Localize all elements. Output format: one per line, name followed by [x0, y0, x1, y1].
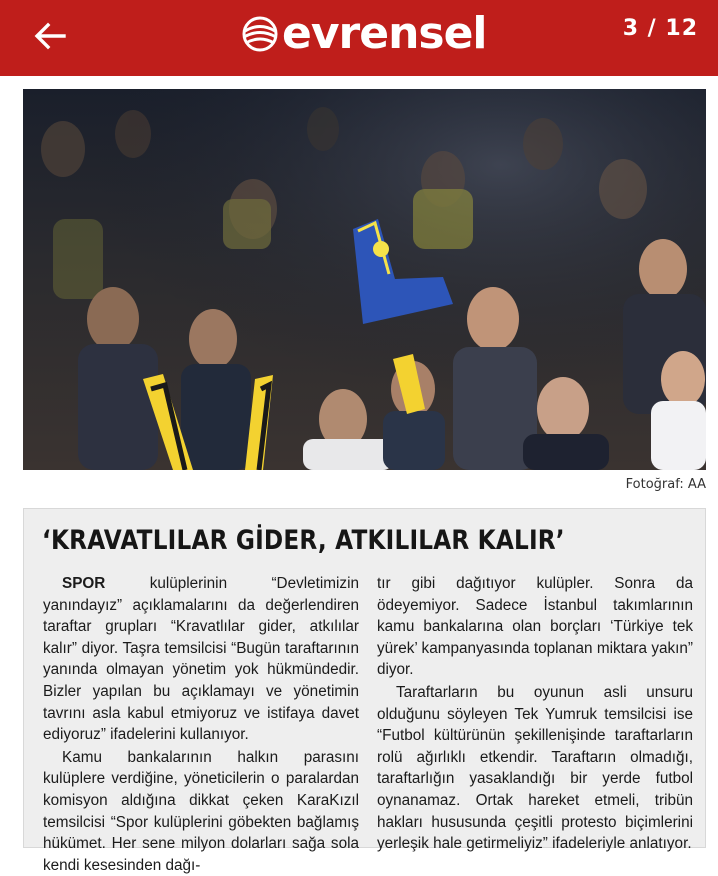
paragraph: Taraftarların bu oyunun asli unsuru olduğunu söyleyen Tek Yumruk temsilcisi ise “Futbol kültürünün şekillenişinde taraftarların rolü ağırlıklı etkendir. Taraftarın olmadığı, taraftarlığın yasaklandığı bir yerde futbol oynanamaz. Ortak hareket etmeli, tribün hakları hususunda çeşitli protesto biçimlerini yerleşik hale getirmeliyiz” ifadeleriyle anlatıyor.: [377, 683, 693, 853]
paragraph-text: kulüplerinin “Devletimizin yanındayız” açıklamalarını da değerlendiren taraftar grupları “Kravatlılar gider, atkılılar kalır” diyor. Taşra temsilcisi “Bugün taraftarının yanında olmayan yönetim yok hükmündedir. Bizler yapılan bu açıklamayı ve yönetimin tavrını asla kabul etmiyoruz ve istifaya davet ediyoruz” ifadelerini kullanıyor.: [43, 575, 359, 744]
photo-credit: Fotoğraf: AA: [625, 477, 706, 492]
arrow-left-icon: [28, 14, 72, 58]
paragraph: tır gibi dağıtıyor kulüpler. Sonra da ödeyemiyor. Sadece İstanbul takımlarının kamu bankalarına olan borçları ‘Türkiye tek yürek’ kampanyasında toplanan miktara yakın” diyor.: [377, 575, 693, 679]
paragraph: Kamu bankalarının halkın parasını kulüplere verdiğine, yöneticilerin o paralardan komisyon aldığına dikkat çeken KaraKızıl temsilcisi “Spor kulüplerini göbekten bağlamış hükümet. Her sene milyon dolarları sağa sola kendi kesesinden dağı-: [43, 748, 359, 874]
article-headline: ‘KRAVATLILAR GİDER, ATKILILAR KALIR’: [42, 525, 565, 556]
logo-text: evrensel: [282, 8, 487, 59]
top-app-bar: [0, 0, 718, 76]
article-body: [43, 573, 693, 876]
article-column-left: [43, 573, 359, 876]
article-column-right: [377, 573, 693, 876]
logo-globe-icon: [240, 14, 280, 54]
page-indicator: 3 / 12: [622, 16, 698, 41]
paragraph: [43, 573, 359, 746]
back-button[interactable]: [28, 14, 72, 58]
stadium-crowd-image: [23, 89, 706, 470]
lead-word: SPOR: [62, 575, 106, 592]
article-photo: [23, 89, 706, 470]
evrensel-logo[interactable]: [240, 8, 487, 60]
